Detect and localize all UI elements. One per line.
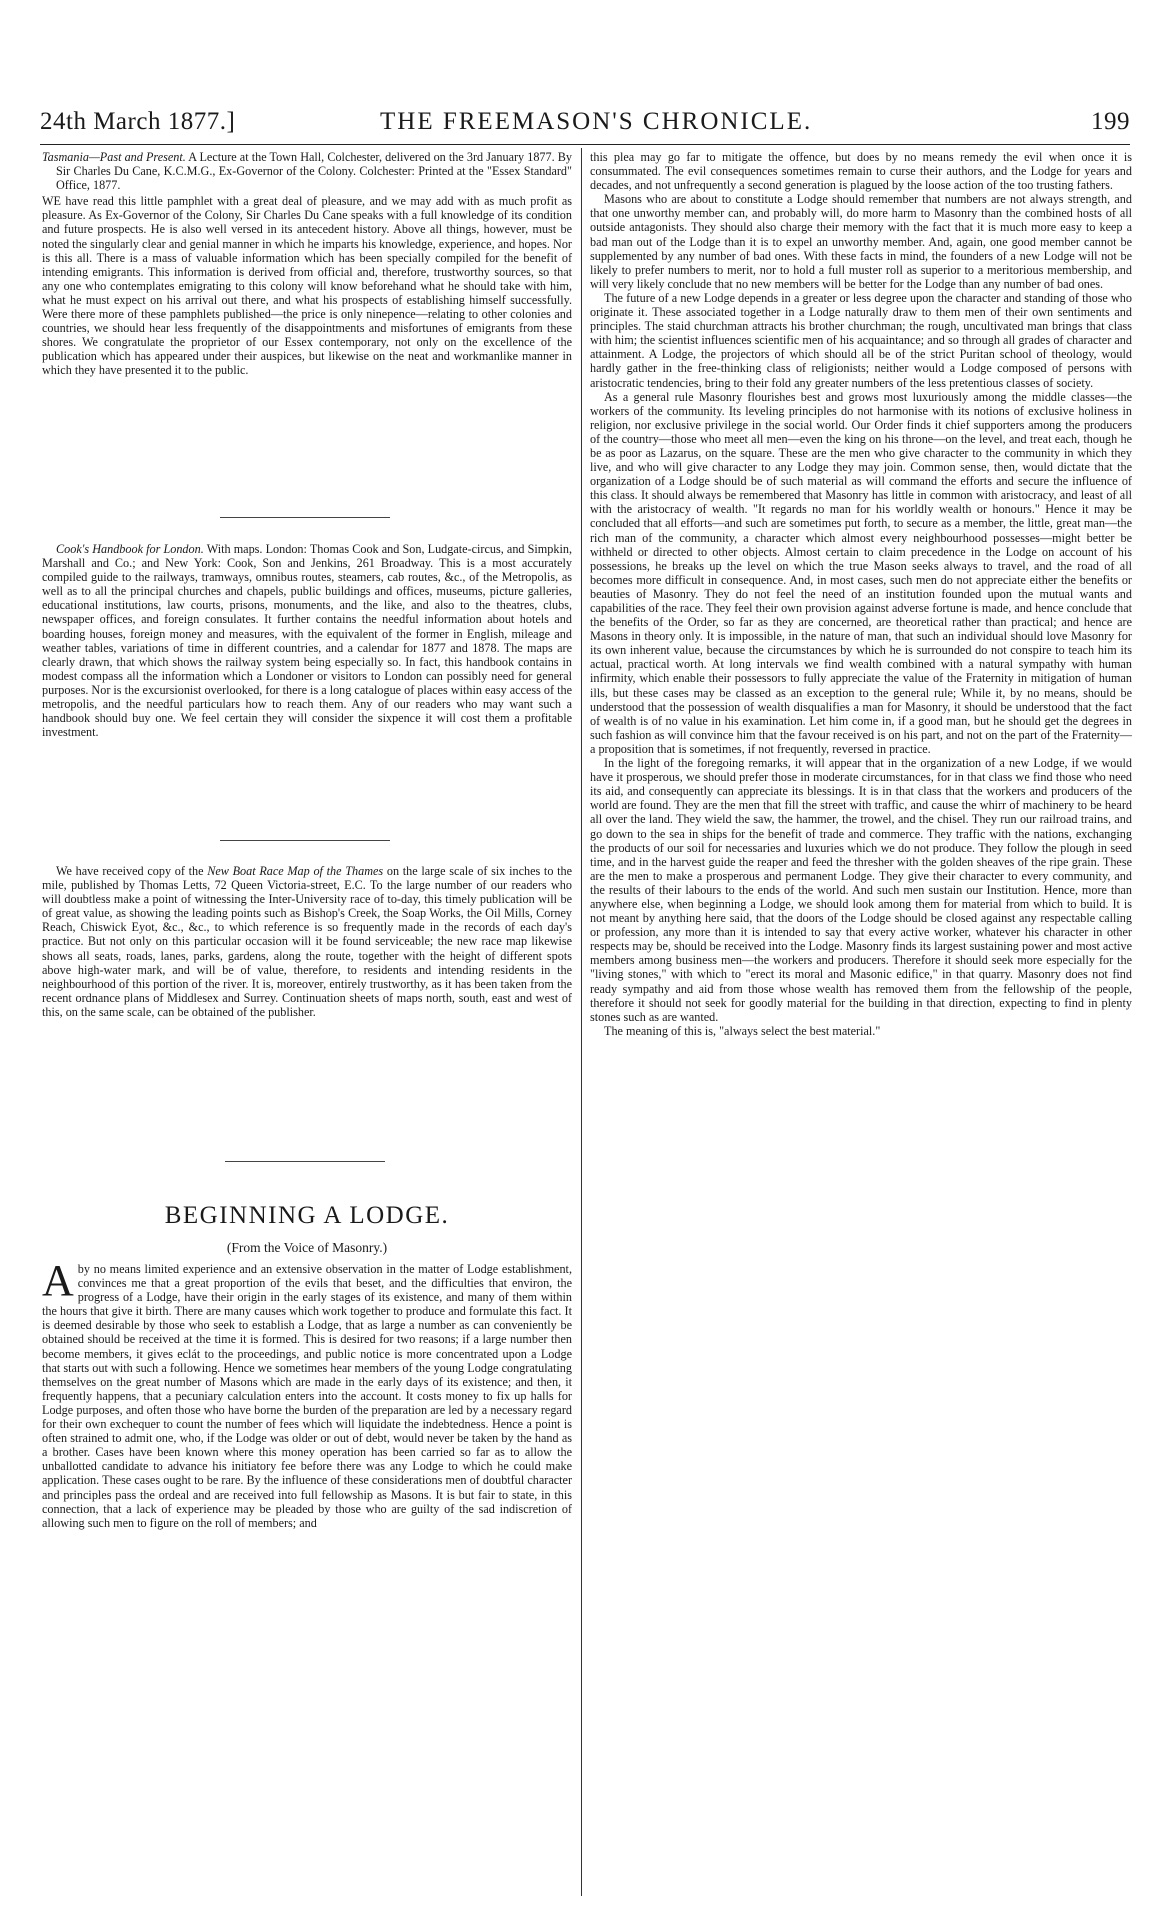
article-title: BEGINNING A LODGE. — [164, 1202, 450, 1229]
article-paragraph: As a general rule Masonry flourishes best and grows most luxuriously among the middle classes—the workers of the community. Its leveling principles do not harmonise with its notions of exclusive holiness in religion, nor exclusive privilege in the social world. Our Order finds it chief supporters among the producers of the country—those who meet all men—even the king on his throne—on the level, and treat each, though he be as poor as Lazarus, on the square. These are the men who give character to the community in which they live, and who will give character to any Lodge they may join. Common sense, then, would dictate that the organization of a Lodge should be of such material as will command the efforts and secure the influence of this class. It should always be remembered that Masonry has little in common with aristocracy, and least of all with the aristocracy of wealth. "It regards no man for his worldly wealth or honours." Hence it may be concluded that all efforts—and such are sometimes put forth, to secure as a member, the little, great man—the rich man of the community, a character which almost every neighbourhood possesses—might better be withheld or directed to other objects. Almost certain to claim precedence in the Lodge on account of his possessions, he breaks up the level on which the true Mason seeks always to travel, and the road of all becomes more difficult in consequence. And, in most cases, such men do not appreciate either the benefits or beauties of Masonry. They do not feel the need of an institution founded upon the mutual wants and capabilities of the race. They feel their own provision against adverse fortune is made, and hence conclude that the benefits of the Order, so far as they are concerned, are theoretical rather than practical; and hence are Masons in theory only. It is impossible, in the nature of man, that such an individual should love Masonry for its own inherent value, because the circumstances by which he is surrounded do not conspire to teach him its actual, practical worth. At long intervals we find wealth combined with a natural sympathy with human infirmity, which enable their possessors to fully appreciate the value of the Fraternity in mitigation of human ills, but these cases may be classed as an exception to the general rule; While it, by no means, should be understood that the possession of wealth disqualifies a man for Masonry, it should be understood that the fact of wealth is of no value in his examination. Let him come in, if a good man, but he should get the degrees in such fashion as will convince him that the favour received is on his part, and not on the part of the Fraternity—a proposition that is sometimes, if not frequently, reversed in practice. — [590, 389, 1132, 756]
section-separator — [220, 517, 390, 518]
review-body — [42, 864, 572, 1019]
review-tasmania — [42, 150, 572, 378]
review-body: WE have read this little pamphlet with a great deal of pleasure, and we may add with as much profit as pleasure. As Ex-Governor of the Colony, Sir Charles Du Cane speaks with a full knowledge of its condition and future prospects. He is also well versed in its antecedent history. Above all things, however, must be noted the singularly clear and genial manner in which he imparts his knowledge, experience, and hopes. Nor is this all. There is a mass of valuable information which has been specially compiled for the benefit of intending emigrants. This information is derived from official and, therefore, trustworthy sources, so that any one who contemplates emigrating to this colony will know beforehand what he should take with him, what he must expect on his arrival out there, and what his prospects of establishing himself successfully. Were there more of these pamphlets published—the price is only ninepence—relating to other colonies and countries, we should hear less frequently of the disappointments and misfortunes of emigrants from these shores. We congratulate the proprietor of our Essex contemporary, not only on the excellence of the publication which has appeared under their auspices, but likewise on the neat and workmanlike manner in which they have presented it to the public. — [42, 194, 572, 378]
review-book-title: Tasmania—Past and Present. — [42, 150, 186, 164]
masthead-rule — [40, 144, 1130, 145]
page-number: 199 — [1091, 108, 1130, 135]
section-separator — [220, 840, 390, 841]
article-paragraph: The future of a new Lodge depends in a greater or less degree upon the character and standing of those who originate it. These associated together in a Lodge naturally draw to them men of their own sentiments and principles. The staid churchman attracts his brother churchman; the rough, uncultivated man brings that class with him; the scientist influences scientific men of his acquaintance; and so through all grades of character and attainment. A Lodge, the projectors of which should all be of the strict Puritan school of theology, would hardly gather in the free-thinking class of religionists; neither would a Lodge composed of persons with aristocratic tendencies, bring to their fold any greater numbers of the less pretentious classes of society. — [590, 290, 1132, 390]
publication-title: THE FREEMASON'S CHRONICLE. — [380, 108, 813, 135]
article-body-right — [590, 150, 1132, 1038]
article-source: (From the Voice of Masonry.) — [226, 1240, 388, 1255]
column-divider — [581, 148, 582, 1896]
review-text: With maps. London: Thomas Cook and Son, Ludgate-circus, and Simpkin, Marshall and Co.; and New York: Cook, Son and Jenkins, 261 Broadway. This is a most accurately compiled guide to the railways, tramways, omnibus routes, steamers, cab routes, &c., of the Metropolis, as well as to all the principal churches and chapels, public buildings and offices, museums, picture galleries, educational institutions, law courts, prisons, monuments, and the like, and also to the theatres, clubs, newspaper offices, and foreign consulates. It further contains the needful information about hotels and boarding houses, foreign money and measures, with the equivalent of the former in English, mileage and weather tables, variations of time in different countries, and a calendar for 1877 and 1878. The maps are clearly drawn, that which shows the railway system being especially so. In fact, this handbook contains in modest compass all the information which a Londoner or visitors to London can possibly need for general purposes. Nor is the excursionist overlooked, for there is a long catalogue of places within easy access of the metropolis, and the needful particulars how to reach them. Any of our readers who may want such a handbook should buy one. We feel certain they will consider the sixpence it will cost them a profitable investment. — [42, 542, 572, 740]
masthead — [40, 108, 1130, 142]
review-map-title: New Boat Race Map of the Thames — [207, 864, 384, 878]
review-body — [42, 542, 572, 739]
article-body-left — [42, 1256, 572, 1530]
review-text: on the large scale of six inches to the mile, published by Thomas Letts, 72 Queen Victoria-street, E.C. To the large number of our readers who will doubtless make a point of witnessing the Inter-University race of to-day, this timely publication will be of great value, as showing the leading points such as Bishop's Creek, the Soap Works, the Oil Mills, Corney Reach, Chiswick Eyot, &c., &c., to which reference is so frequently made in the records of each day's practice. But not only on this particular occasion will it be found serviceable; the new race map likewise shows all seats, roads, lanes, parks, gardens, along the route, together with the height of different spots above high-water mark, and will be of value, therefore, to residents and intending residents in the neighbourhood of this portion of the river. It is, moreover, entirely trustworthy, as it has been taken from the recent ordnance plans of Middlesex and Surrey. Continuation sheets of maps north, south, east and west of this, on the same scale, can be obtained of the publisher. — [42, 864, 573, 1019]
review-book-title: Cook's Handbook for London. — [56, 542, 204, 556]
article-paragraph: this plea may go far to mitigate the offence, but does by no means remedy the evil when once it is consummated. The evil consequences sometimes remain to curse their authors, and the Lodge for years and decades, and not unfrequently a second generation is plagued by the loose action of the too trusting fathers. — [590, 150, 1132, 193]
review-citation — [42, 150, 572, 192]
article-paragraph: Masons who are about to constitute a Lodge should remember that numbers are not always strength, and that one unworthy member can, and probably will, do more harm to Masonry than the combined hosts of all outside antagonists. They should also charge their memory with the fact that it is much more easy to keep a bad man out of the Lodge than it is to expel an unworthy member. And, again, one good member cannot be supplemented by any number of bad ones. With these facts in mind, the founders of a new Lodge will not be likely to prefer numbers to merit, nor to hold a full muster roll as superior to a meritorious membership, and will very likely conclude that no new members will be better for the Lodge than any number of bad ones. — [590, 192, 1132, 291]
section-separator — [225, 1161, 385, 1162]
review-cooks-handbook — [42, 542, 572, 739]
article-text: by no means limited experience and an extensive observation in the matter of Lodge establishment, convinces me that a great proportion of the evils that beset, and the difficulties that environ, the progress of a Lodge, have their origin in the early stages of its existence, and many of them within the hours that give it birth. There are many causes which work together to produce and formulate this fact. It is deemed desirable by those who seek to establish a Lodge, that as large a number as can conveniently be obtained should be received at the time it is formed. This is desired for two reasons; if a large number then become members, it gives eclát to the proceedings, and public notice is more concentrated upon a Lodge that starts out with such a following. Hence we sometimes hear members of the young Lodge congratulating themselves on the great number of Masons which are made in the early days of its existence; and then, it frequently happens, that a pecuniary calculation enters into the account. It costs money to fix up halls for Lodge purposes, and often those who have borne the burden of the preparation are led by a necessary regard for their own exchequer to count the number of fees which will liquidate the indebtedness. Hence a point is often strained to admit one, who, if the Lodge was older or out of debt, would never be taken by the hand as a brother. Cases have been known where this money operation has been carried so far as to allow the unballotted candidate to advance his initiatory fee before there was any Lodge to which he could make application. These cases ought to be rare. By the influence of these considerations men of doubtful character and principles pass the ordeal and are received into full fellowship as Masons. It is but fair to state, in this connection, that a lack of experience may be pleaded by those who are guilty of the sad indiscretion of allowing such men to figure on the roll of members; and — [42, 1262, 572, 1530]
review-citation-details: A Lecture at the Town Hall, Colchester, delivered on the 3rd January 1877. By Sir Charles Du Cane, K.C.M.G., Ex-Governor of the Colony. Colchester: Printed at the "Essex Standard" Office, 1877. — [56, 150, 572, 193]
issue-date: 24th March 1877.] — [40, 108, 236, 135]
article-paragraph — [42, 1256, 572, 1530]
article-closing-line: The meaning of this is, "always select the best material." — [604, 1023, 881, 1038]
article-paragraph: In the light of the foregoing remarks, it will appear that in the organization of a new Lodge, if we would have it prosperous, we should prefer those in moderate circumstances, for in that class we find those who need its aid, and consequently can appreciate its blessings. It is in that class that the workers and producers of the world are found. They are the men that fill the street with traffic, and cause the whirr of machinery to be heard all over the land. They wield the saw, the hammer, the trowel, and the chisel. They run our railroad trains, and go down to the sea in ships for the benefit of trade and commerce. They traffic with the nations, exchanging the products of our soil for necessaries and luxuries which we do not produce. They follow the plough in seed time, and in the harvest guide the reaper and feed the thresher with the golden sheaves of the ripe grain. These are the men to make a prosperous and permanent Lodge. They give their character to every community, and the results of their labours to the ends of the world. And such men sustain our Institution. Hence, more than anywhere else, when beginning a Lodge, we should look among them for material from which to build. It is not meant by anything here said, that the doors of the Lodge should be closed against any respectable calling or profession, any more than it is intended to say that every active worker, whatever his character in other respects may be, should be received into the Lodge. Masonry finds its largest sustaining power and most active members among business men—the workers and producers. Therefore it should seek more especially for the "living stones," with which to "erect its moral and Masonic edifice," in that quarry. Masonry does not find ready sympathy and aid from those whose wealth has removed them from the fellowship of the people, therefore it should not seek for goodly material for the building in that direction, expecting to find in plenty stones such as are wanted. — [590, 756, 1132, 1024]
review-lead: We have received copy of the — [56, 864, 204, 878]
drop-cap: A — [42, 1256, 74, 1305]
review-boat-race-map — [42, 864, 572, 1019]
